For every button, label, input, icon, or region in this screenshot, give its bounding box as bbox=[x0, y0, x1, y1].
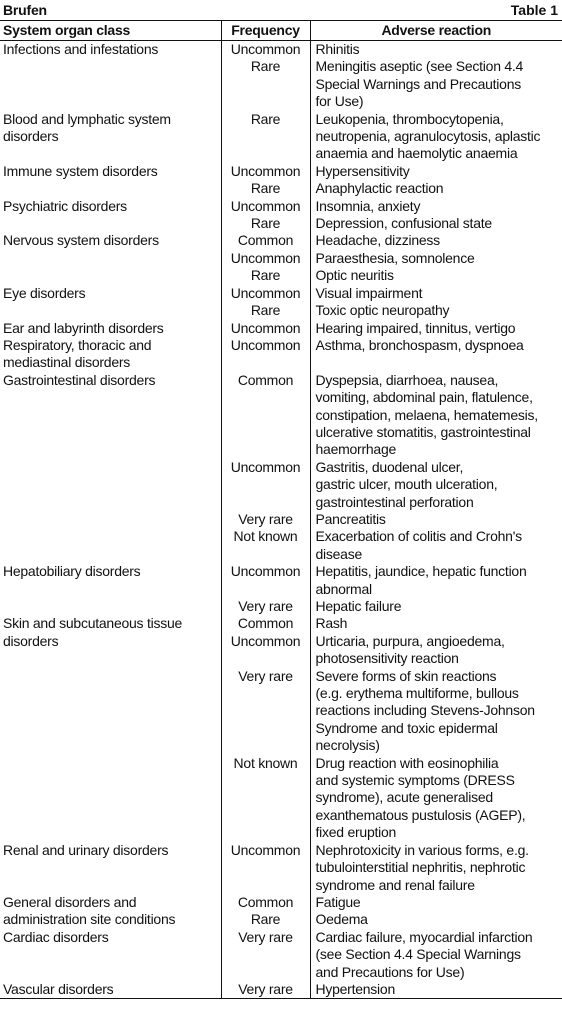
table-row bbox=[0, 929, 562, 981]
system-organ-class-cell bbox=[0, 250, 221, 267]
adverse-reaction-cell bbox=[310, 598, 562, 615]
cell-text-line: Hypertension bbox=[315, 980, 395, 997]
system-organ-class-cell bbox=[0, 198, 221, 215]
table-row bbox=[0, 285, 562, 302]
cell-text-line: Hepatic failure bbox=[315, 598, 402, 614]
cell-text-line: Dyspepsia, diarrhoea, nausea, bbox=[315, 371, 499, 388]
table-row bbox=[0, 615, 562, 667]
adverse-reaction-cell bbox=[310, 511, 562, 528]
cell-text-line: Renal and urinary disorders bbox=[3, 841, 169, 858]
cell-text-line: exanthematous pustulosis (AGEP), bbox=[315, 806, 526, 823]
cell-text-line: tubulointerstitial nephritis, nephrotic bbox=[315, 859, 526, 876]
system-organ-class-cell bbox=[0, 894, 221, 929]
cell-text-line: Leukopenia, thrombocytopenia, bbox=[315, 110, 504, 127]
cell-text-line: Very rare bbox=[238, 928, 293, 945]
table-row bbox=[0, 41, 562, 59]
column-header-system-organ-class: System organ class bbox=[0, 21, 221, 41]
cell-text-line: Uncommon bbox=[230, 284, 301, 301]
adverse-reaction-cell bbox=[310, 198, 562, 215]
cell-text-line: Vascular disorders bbox=[3, 980, 114, 997]
cell-text-line: Visual impairment bbox=[315, 284, 423, 301]
frequency-cell bbox=[221, 198, 310, 215]
cell-text-line: Headache, dizziness bbox=[315, 232, 440, 249]
table-row bbox=[0, 58, 562, 110]
frequency-cell bbox=[221, 302, 310, 319]
cell-text-line: Special Warnings and Precautions bbox=[315, 75, 521, 92]
cell-text-line: Rare bbox=[250, 58, 281, 75]
table-header-bar bbox=[0, 0, 562, 21]
adverse-reaction-cell bbox=[310, 215, 562, 232]
cell-text-line: and Precautions for Use) bbox=[315, 963, 465, 980]
cell-text-line: Common bbox=[237, 615, 294, 632]
frequency-cell bbox=[221, 842, 310, 894]
cell-text-line: haemorrhage bbox=[315, 441, 397, 458]
frequency-cell bbox=[221, 337, 310, 372]
frequency-cell bbox=[221, 615, 310, 667]
table-label: Table 1 bbox=[510, 2, 558, 18]
cell-text-line: Uncommon bbox=[230, 249, 301, 266]
system-organ-class-cell bbox=[0, 598, 221, 615]
frequency-cell bbox=[221, 111, 310, 163]
adverse-reaction-cell bbox=[310, 337, 562, 372]
adverse-reaction-cell bbox=[310, 163, 562, 180]
table-row bbox=[0, 511, 562, 528]
cell-text-line: Rare bbox=[250, 302, 281, 319]
cell-text-line: necrolysis) bbox=[315, 737, 380, 754]
cell-text-line: Pancreatitis bbox=[315, 510, 386, 527]
cell-text-line: Infections and infestations bbox=[3, 41, 159, 57]
cell-text-line: ulcerative stomatitis, gastrointestinal bbox=[315, 423, 531, 440]
cell-text-line: and systemic symptoms (DRESS bbox=[315, 772, 515, 789]
table-row bbox=[0, 250, 562, 267]
cell-text-line: gastrointestinal perforation bbox=[315, 493, 474, 510]
adverse-reaction-cell bbox=[310, 180, 562, 197]
adverse-reaction-cell bbox=[310, 755, 562, 842]
adverse-reaction-cell bbox=[310, 111, 562, 163]
adverse-reaction-cell bbox=[310, 58, 562, 110]
frequency-cell bbox=[221, 232, 310, 249]
cell-text-line: Syndrome and toxic epidermal bbox=[315, 719, 498, 736]
system-organ-class-cell bbox=[0, 58, 221, 110]
adverse-reaction-cell bbox=[310, 459, 562, 511]
cell-text-line: Ear and labyrinth disorders bbox=[3, 319, 164, 336]
table-row bbox=[0, 528, 562, 563]
cell-text-line: vomiting, abdominal pain, flatulence, bbox=[315, 389, 533, 406]
cell-text-line: Optic neuritis bbox=[315, 267, 394, 284]
cell-text-line: Uncommon bbox=[230, 458, 301, 475]
cell-text-line: Eye disorders bbox=[3, 284, 86, 301]
system-organ-class-cell bbox=[0, 215, 221, 232]
cell-text-line: Paraesthesia, somnolence bbox=[315, 249, 475, 266]
cell-text-line: Very rare bbox=[238, 980, 293, 997]
frequency-cell bbox=[221, 58, 310, 110]
cell-text-line: Cardiac failure, myocardial infarction bbox=[315, 928, 533, 945]
adverse-reaction-cell bbox=[310, 929, 562, 981]
cell-text-line: photosensitivity reaction bbox=[315, 650, 459, 667]
adverse-reaction-cell bbox=[310, 302, 562, 319]
cell-text-line: gastric ulcer, mouth ulceration, bbox=[315, 476, 498, 493]
table-row bbox=[0, 598, 562, 615]
adverse-reaction-cell bbox=[310, 563, 562, 598]
cell-text-line: Cardiac disorders bbox=[3, 928, 109, 945]
cell-text-line: Exacerbation of colitis and Crohn's bbox=[315, 528, 522, 545]
adverse-reaction-cell bbox=[310, 981, 562, 999]
system-organ-class-cell bbox=[0, 615, 221, 667]
cell-text-line: Uncommon bbox=[230, 336, 301, 353]
cell-text-line: Severe forms of skin reactions bbox=[315, 667, 497, 684]
cell-text-line: administration site conditions bbox=[3, 911, 176, 928]
table-row bbox=[0, 894, 562, 929]
cell-text-line: anaemia and haemolytic anaemia bbox=[315, 145, 518, 162]
table-row bbox=[0, 372, 562, 459]
system-organ-class-cell bbox=[0, 163, 221, 180]
cell-text-line: Common bbox=[237, 893, 294, 910]
table-row bbox=[0, 198, 562, 215]
cell-text-line: Uncommon bbox=[230, 197, 301, 214]
cell-text-line: Very rare bbox=[238, 510, 293, 527]
cell-text-line: Rare bbox=[250, 110, 281, 127]
system-organ-class-cell bbox=[0, 180, 221, 197]
cell-text-line: Depression, confusional state bbox=[315, 215, 492, 232]
cell-text-line: Rash bbox=[315, 615, 348, 632]
frequency-cell bbox=[221, 981, 310, 999]
cell-text-line: neutropenia, agranulocytosis, aplastic bbox=[315, 128, 541, 145]
system-organ-class-cell bbox=[0, 668, 221, 755]
cell-text-line: Uncommon bbox=[230, 632, 301, 649]
system-organ-class-cell bbox=[0, 337, 221, 372]
cell-text-line: Blood and lymphatic system bbox=[3, 110, 171, 127]
cell-text-line: Rare bbox=[250, 180, 281, 197]
cell-text-line: abnormal bbox=[315, 580, 372, 597]
cell-text-line: syndrome and renal failure bbox=[315, 876, 475, 893]
cell-text-line: Nervous system disorders bbox=[3, 232, 159, 249]
system-organ-class-cell bbox=[0, 285, 221, 302]
cell-text-line: Very rare bbox=[238, 667, 293, 684]
adverse-reaction-cell bbox=[310, 232, 562, 249]
system-organ-class-cell bbox=[0, 563, 221, 598]
table-row bbox=[0, 563, 562, 598]
table-row bbox=[0, 755, 562, 842]
system-organ-class-cell bbox=[0, 528, 221, 563]
table-row bbox=[0, 981, 562, 999]
column-header-row bbox=[0, 21, 562, 41]
cell-text-line: Uncommon bbox=[230, 41, 301, 57]
cell-text-line: for Use) bbox=[315, 93, 364, 110]
frequency-cell bbox=[221, 41, 310, 59]
frequency-cell bbox=[221, 372, 310, 459]
table-row bbox=[0, 267, 562, 284]
adverse-reaction-cell bbox=[310, 894, 562, 929]
cell-text-line: Rare bbox=[250, 911, 281, 928]
cell-text-line: reactions including Stevens-Johnson bbox=[315, 702, 535, 719]
system-organ-class-cell bbox=[0, 111, 221, 163]
cell-text-line: Hypersensitivity bbox=[315, 162, 410, 179]
cell-text-line: Skin and subcutaneous tissue bbox=[3, 615, 183, 632]
system-organ-class-cell bbox=[0, 929, 221, 981]
adverse-reaction-cell bbox=[310, 320, 562, 337]
system-organ-class-cell bbox=[0, 232, 221, 249]
column-header-adverse-reaction: Adverse reaction bbox=[310, 21, 562, 41]
cell-text-line: Not known bbox=[233, 528, 298, 545]
cell-text-line: Rare bbox=[250, 215, 281, 232]
adverse-reaction-cell bbox=[310, 668, 562, 755]
cell-text-line: Rhinitis bbox=[315, 41, 360, 57]
cell-text-line: disorders bbox=[3, 128, 59, 145]
frequency-cell bbox=[221, 528, 310, 563]
cell-text-line: Hepatobiliary disorders bbox=[3, 563, 141, 580]
frequency-cell bbox=[221, 320, 310, 337]
cell-text-line: Asthma, bronchospasm, dyspnoea bbox=[315, 336, 524, 353]
cell-text-line: fixed eruption bbox=[315, 824, 397, 841]
system-organ-class-cell bbox=[0, 755, 221, 842]
system-organ-class-cell bbox=[0, 981, 221, 999]
cell-text-line: Gastrointestinal disorders bbox=[3, 371, 156, 388]
adverse-reaction-cell bbox=[310, 615, 562, 667]
frequency-cell bbox=[221, 755, 310, 842]
cell-text-line: Nephrotoxicity in various forms, e.g. bbox=[315, 841, 529, 858]
frequency-cell bbox=[221, 215, 310, 232]
cell-text-line: Hepatitis, jaundice, hepatic function bbox=[315, 563, 527, 580]
table-row bbox=[0, 111, 562, 163]
table-row bbox=[0, 459, 562, 511]
document-title: Brufen bbox=[3, 2, 47, 18]
system-organ-class-cell bbox=[0, 842, 221, 894]
cell-text-line: Rare bbox=[250, 267, 281, 284]
cell-text-line: Psychiatric disorders bbox=[3, 197, 127, 214]
table-row bbox=[0, 215, 562, 232]
adverse-reaction-cell bbox=[310, 267, 562, 284]
table-row bbox=[0, 163, 562, 180]
table-row bbox=[0, 842, 562, 894]
cell-text-line: Urticaria, purpura, angioedema, bbox=[315, 632, 505, 649]
frequency-cell bbox=[221, 894, 310, 929]
system-organ-class-cell bbox=[0, 320, 221, 337]
frequency-cell bbox=[221, 250, 310, 267]
system-organ-class-cell bbox=[0, 267, 221, 284]
cell-text-line: Uncommon bbox=[230, 319, 301, 336]
table-row bbox=[0, 668, 562, 755]
adverse-reaction-cell bbox=[310, 372, 562, 459]
cell-text-line: syndrome), acute generalised bbox=[315, 789, 493, 806]
cell-text-line: disease bbox=[315, 545, 363, 562]
frequency-cell bbox=[221, 598, 310, 615]
table-row bbox=[0, 232, 562, 249]
cell-text-line: constipation, melaena, hematemesis, bbox=[315, 406, 538, 423]
frequency-cell bbox=[221, 459, 310, 511]
column-header-frequency: Frequency bbox=[221, 21, 310, 41]
table-row bbox=[0, 320, 562, 337]
frequency-cell bbox=[221, 285, 310, 302]
system-organ-class-cell bbox=[0, 459, 221, 511]
adverse-reaction-cell bbox=[310, 285, 562, 302]
adverse-reactions-table bbox=[0, 21, 562, 999]
adverse-reaction-cell bbox=[310, 250, 562, 267]
cell-text-line: Insomnia, anxiety bbox=[315, 197, 421, 214]
table-row bbox=[0, 180, 562, 197]
table-body bbox=[0, 41, 562, 999]
frequency-cell bbox=[221, 668, 310, 755]
cell-text-line: mediastinal disorders bbox=[3, 354, 131, 371]
cell-text-line: (e.g. erythema multiforme, bullous bbox=[315, 685, 519, 702]
cell-text-line: Meningitis aseptic (see Section 4.4 bbox=[315, 58, 524, 75]
cell-text-line: Immune system disorders bbox=[3, 162, 158, 179]
cell-text-line: (see Section 4.4 Special Warnings bbox=[315, 946, 521, 963]
adverse-reaction-cell bbox=[310, 842, 562, 894]
table-row bbox=[0, 302, 562, 319]
cell-text-line: Not known bbox=[233, 754, 298, 771]
system-organ-class-cell bbox=[0, 511, 221, 528]
cell-text-line: Fatigue bbox=[315, 893, 361, 910]
adverse-reaction-cell bbox=[310, 41, 562, 59]
cell-text-line: General disorders and bbox=[3, 893, 137, 910]
cell-text-line: disorders bbox=[3, 632, 59, 649]
cell-text-line: Hearing impaired, tinnitus, vertigo bbox=[315, 319, 516, 336]
cell-text-line: Uncommon bbox=[230, 841, 301, 858]
frequency-cell bbox=[221, 929, 310, 981]
system-organ-class-cell bbox=[0, 41, 221, 59]
system-organ-class-cell bbox=[0, 302, 221, 319]
frequency-cell bbox=[221, 267, 310, 284]
cell-text-line: Anaphylactic reaction bbox=[315, 180, 444, 197]
cell-text-line: Common bbox=[237, 232, 294, 249]
adverse-reaction-cell bbox=[310, 528, 562, 563]
cell-text-line: Oedema bbox=[315, 911, 368, 928]
frequency-cell bbox=[221, 511, 310, 528]
system-organ-class-cell bbox=[0, 372, 221, 459]
frequency-cell bbox=[221, 563, 310, 598]
frequency-cell bbox=[221, 163, 310, 180]
cell-text-line: Toxic optic neuropathy bbox=[315, 302, 450, 319]
cell-text-line: Very rare bbox=[238, 598, 293, 614]
cell-text-line: Uncommon bbox=[230, 563, 301, 580]
cell-text-line: Gastritis, duodenal ulcer, bbox=[315, 458, 464, 475]
cell-text-line: Uncommon bbox=[230, 162, 301, 179]
table-row bbox=[0, 337, 562, 372]
cell-text-line: Drug reaction with eosinophilia bbox=[315, 754, 499, 771]
cell-text-line: Common bbox=[237, 371, 294, 388]
frequency-cell bbox=[221, 180, 310, 197]
cell-text-line: Respiratory, thoracic and bbox=[3, 336, 152, 353]
